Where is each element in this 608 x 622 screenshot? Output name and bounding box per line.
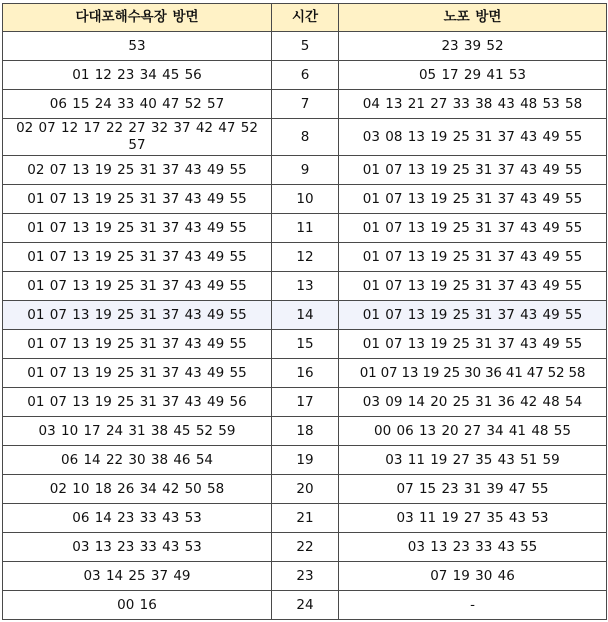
timetable-body — [3, 32, 607, 620]
dadaepo-minutes: 53 — [3, 32, 272, 61]
hour-cell: 5 — [272, 32, 339, 61]
dadaepo-minutes: 06 14 22 30 38 46 54 — [3, 446, 272, 475]
hour-cell: 6 — [272, 61, 339, 90]
nopo-minutes: 01 07 13 19 25 31 37 43 49 55 — [339, 272, 607, 301]
nopo-minutes: 01 07 13 19 25 31 37 43 49 55 — [339, 214, 607, 243]
dadaepo-minutes: 01 07 13 19 25 31 37 43 49 55 — [3, 243, 272, 272]
table-row — [3, 475, 607, 504]
nopo-minutes: 01 07 13 19 25 30 36 41 47 52 58 — [339, 359, 607, 388]
table-row — [3, 504, 607, 533]
nopo-minutes: 03 11 19 27 35 43 51 59 — [339, 446, 607, 475]
hour-cell: 16 — [272, 359, 339, 388]
hour-cell: 24 — [272, 591, 339, 620]
hour-cell: 18 — [272, 417, 339, 446]
timetable — [2, 3, 607, 620]
dadaepo-minutes: 01 07 13 19 25 31 37 43 49 55 — [3, 359, 272, 388]
table-row — [3, 156, 607, 185]
table-row — [3, 388, 607, 417]
dadaepo-minutes: 01 07 13 19 25 31 37 43 49 55 — [3, 214, 272, 243]
nopo-minutes: 23 39 52 — [339, 32, 607, 61]
hour-cell: 13 — [272, 272, 339, 301]
hour-cell: 7 — [272, 90, 339, 119]
hour-cell: 12 — [272, 243, 339, 272]
hour-cell: 10 — [272, 185, 339, 214]
hour-cell: 21 — [272, 504, 339, 533]
dadaepo-minutes: 01 07 13 19 25 31 37 43 49 55 — [3, 272, 272, 301]
nopo-minutes: 00 06 13 20 27 34 41 48 55 — [339, 417, 607, 446]
hour-cell: 15 — [272, 330, 339, 359]
dadaepo-minutes: 03 14 25 37 49 — [3, 562, 272, 591]
table-row — [3, 214, 607, 243]
nopo-minutes: 07 15 23 31 39 47 55 — [339, 475, 607, 504]
table-row — [3, 119, 607, 156]
hour-cell: 8 — [272, 119, 339, 156]
dadaepo-minutes: 06 14 23 33 43 53 — [3, 504, 272, 533]
dadaepo-minutes: 01 07 13 19 25 31 37 43 49 56 — [3, 388, 272, 417]
table-row — [3, 446, 607, 475]
table-row — [3, 562, 607, 591]
dadaepo-minutes: 02 07 13 19 25 31 37 43 49 55 — [3, 156, 272, 185]
table-row — [3, 359, 607, 388]
nopo-minutes: 04 13 21 27 33 38 43 48 53 58 — [339, 90, 607, 119]
nopo-minutes: 01 07 13 19 25 31 37 43 49 55 — [339, 243, 607, 272]
dadaepo-minutes: 01 07 13 19 25 31 37 43 49 55 — [3, 330, 272, 359]
dadaepo-minutes: 06 15 24 33 40 47 52 57 — [3, 90, 272, 119]
table-row — [3, 301, 607, 330]
dadaepo-minutes: 02 07 12 17 22 27 32 37 42 47 52 57 — [3, 119, 272, 156]
table-row — [3, 32, 607, 61]
nopo-minutes: 01 07 13 19 25 31 37 43 49 55 — [339, 301, 607, 330]
nopo-minutes: - — [339, 591, 607, 620]
table-row — [3, 591, 607, 620]
nopo-minutes: 05 17 29 41 53 — [339, 61, 607, 90]
table-row — [3, 272, 607, 301]
table-row — [3, 330, 607, 359]
dadaepo-minutes: 03 13 23 33 43 53 — [3, 533, 272, 562]
nopo-minutes: 01 07 13 19 25 31 37 43 49 55 — [339, 156, 607, 185]
table-row — [3, 61, 607, 90]
dadaepo-minutes: 00 16 — [3, 591, 272, 620]
hour-cell: 11 — [272, 214, 339, 243]
hour-cell: 22 — [272, 533, 339, 562]
header-nopo-direction: 노포 방면 — [339, 4, 607, 32]
nopo-minutes: 07 19 30 46 — [339, 562, 607, 591]
nopo-minutes: 01 07 13 19 25 31 37 43 49 55 — [339, 330, 607, 359]
dadaepo-minutes: 01 07 13 19 25 31 37 43 49 55 — [3, 185, 272, 214]
header-dadaepo-direction: 다대포해수욕장 방면 — [3, 4, 272, 32]
table-row — [3, 417, 607, 446]
dadaepo-minutes: 02 10 18 26 34 42 50 58 — [3, 475, 272, 504]
hour-cell: 17 — [272, 388, 339, 417]
table-row — [3, 90, 607, 119]
table-row — [3, 533, 607, 562]
hour-cell: 19 — [272, 446, 339, 475]
hour-cell: 20 — [272, 475, 339, 504]
header-time: 시간 — [272, 4, 339, 32]
nopo-minutes: 01 07 13 19 25 31 37 43 49 55 — [339, 185, 607, 214]
dadaepo-minutes: 01 07 13 19 25 31 37 43 49 55 — [3, 301, 272, 330]
table-row — [3, 243, 607, 272]
nopo-minutes: 03 13 23 33 43 55 — [339, 533, 607, 562]
dadaepo-minutes: 01 12 23 34 45 56 — [3, 61, 272, 90]
hour-cell: 9 — [272, 156, 339, 185]
hour-cell: 14 — [272, 301, 339, 330]
table-row — [3, 185, 607, 214]
nopo-minutes: 03 09 14 20 25 31 36 42 48 54 — [339, 388, 607, 417]
header-row — [3, 4, 607, 32]
dadaepo-minutes: 03 10 17 24 31 38 45 52 59 — [3, 417, 272, 446]
hour-cell: 23 — [272, 562, 339, 591]
nopo-minutes: 03 08 13 19 25 31 37 43 49 55 — [339, 119, 607, 156]
nopo-minutes: 03 11 19 27 35 43 53 — [339, 504, 607, 533]
